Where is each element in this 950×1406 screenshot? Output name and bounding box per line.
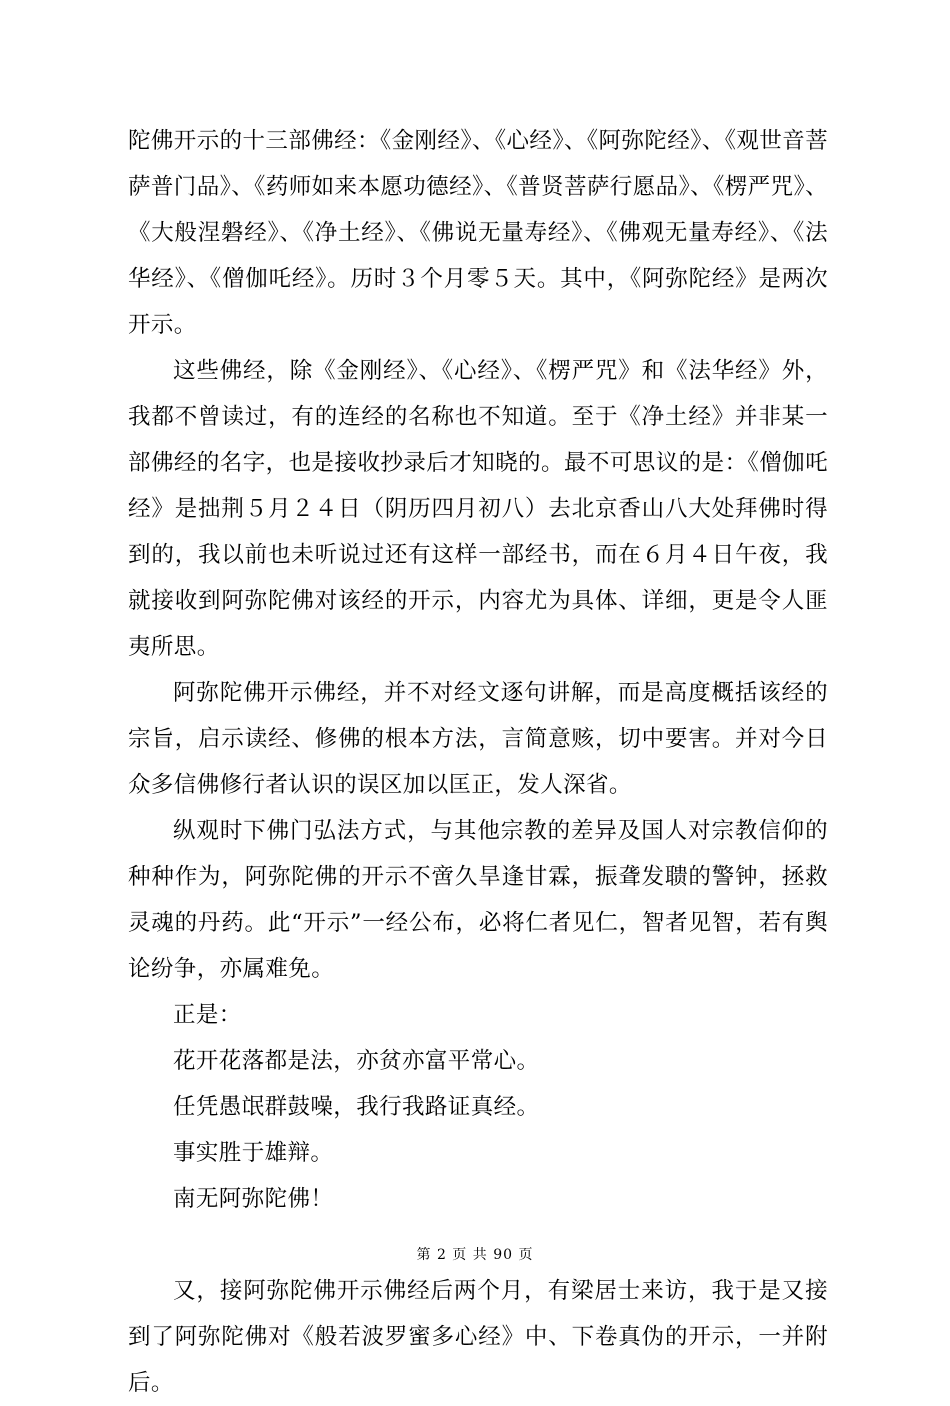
paragraph-current-practice: 纵观时下佛门弘法方式，与其他宗教的差异及国人对宗教信仰的种种作为，阿弥陀佛的开示不啻久旱逢甘霖，振聋发聩的警钟，拯救灵魂的丹药。此“开示”一经公布，必将仁者见仁，智者见智，若有舆论纷争，亦属难免。 xyxy=(128,818,828,982)
paragraph-continued: 陀佛开示的十三部佛经：《金刚经》、《心经》、《阿弥陀经》、《观世音菩萨普门品》、《药师如来本愿功德经》、《普贤菩萨行愿品》、《楞严咒》、《大般涅磐经》、《净土经》、《佛说无量寿经》、《佛观无量寿经》、《法华经》、《僧伽吒经》。历时３个月零５天。其中，《阿弥陀经》是两次开示。 xyxy=(128,128,828,338)
verse-line-4: 事实胜于雄辩。 xyxy=(173,1140,334,1166)
verse-line-5: 南无阿弥陀佛！ xyxy=(173,1186,334,1212)
verse-line-2: 花开花落都是法，亦贫亦富平常心。 xyxy=(173,1048,540,1074)
body-text xyxy=(128,118,828,1406)
verse-line-3: 任凭愚氓群鼓噪，我行我路证真经。 xyxy=(173,1094,540,1120)
paragraph-sutras-unread: 这些佛经，除《金刚经》、《心经》、《楞严咒》和《法华经》外，我都不曾读过，有的连经的名称也不知道。至于《净土经》并非某一部佛经的名字，也是接收抄录后才知晓的。最不可思议的是：《僧伽吒经》是拙荆５月２４日（阴历四月初八）去北京香山八大处拜佛时得到的，我以前也未听说过还有这样一部经书，而在６月４日午夜，我就接收到阿弥陀佛对该经的开示，内容尤为具体、详细，更是令人匪夷所思。 xyxy=(128,358,828,660)
verse-line-1: 正是： xyxy=(173,1002,242,1028)
paragraph-closing: 又，接阿弥陀佛开示佛经后两个月，有梁居士来访，我于是又接到了阿弥陀佛对《般若波罗蜜多心经》中、下卷真伪的开示，一并附后。 xyxy=(128,1278,828,1396)
paragraph-teaching-method: 阿弥陀佛开示佛经，并不对经文逐句讲解，而是高度概括该经的宗旨，启示读经、修佛的根本方法，言简意赅，切中要害。并对今日众多信佛修行者认识的误区加以匡正，发人深省。 xyxy=(128,680,828,798)
page-footer: 第 2 页 共 90 页 xyxy=(416,1247,534,1263)
